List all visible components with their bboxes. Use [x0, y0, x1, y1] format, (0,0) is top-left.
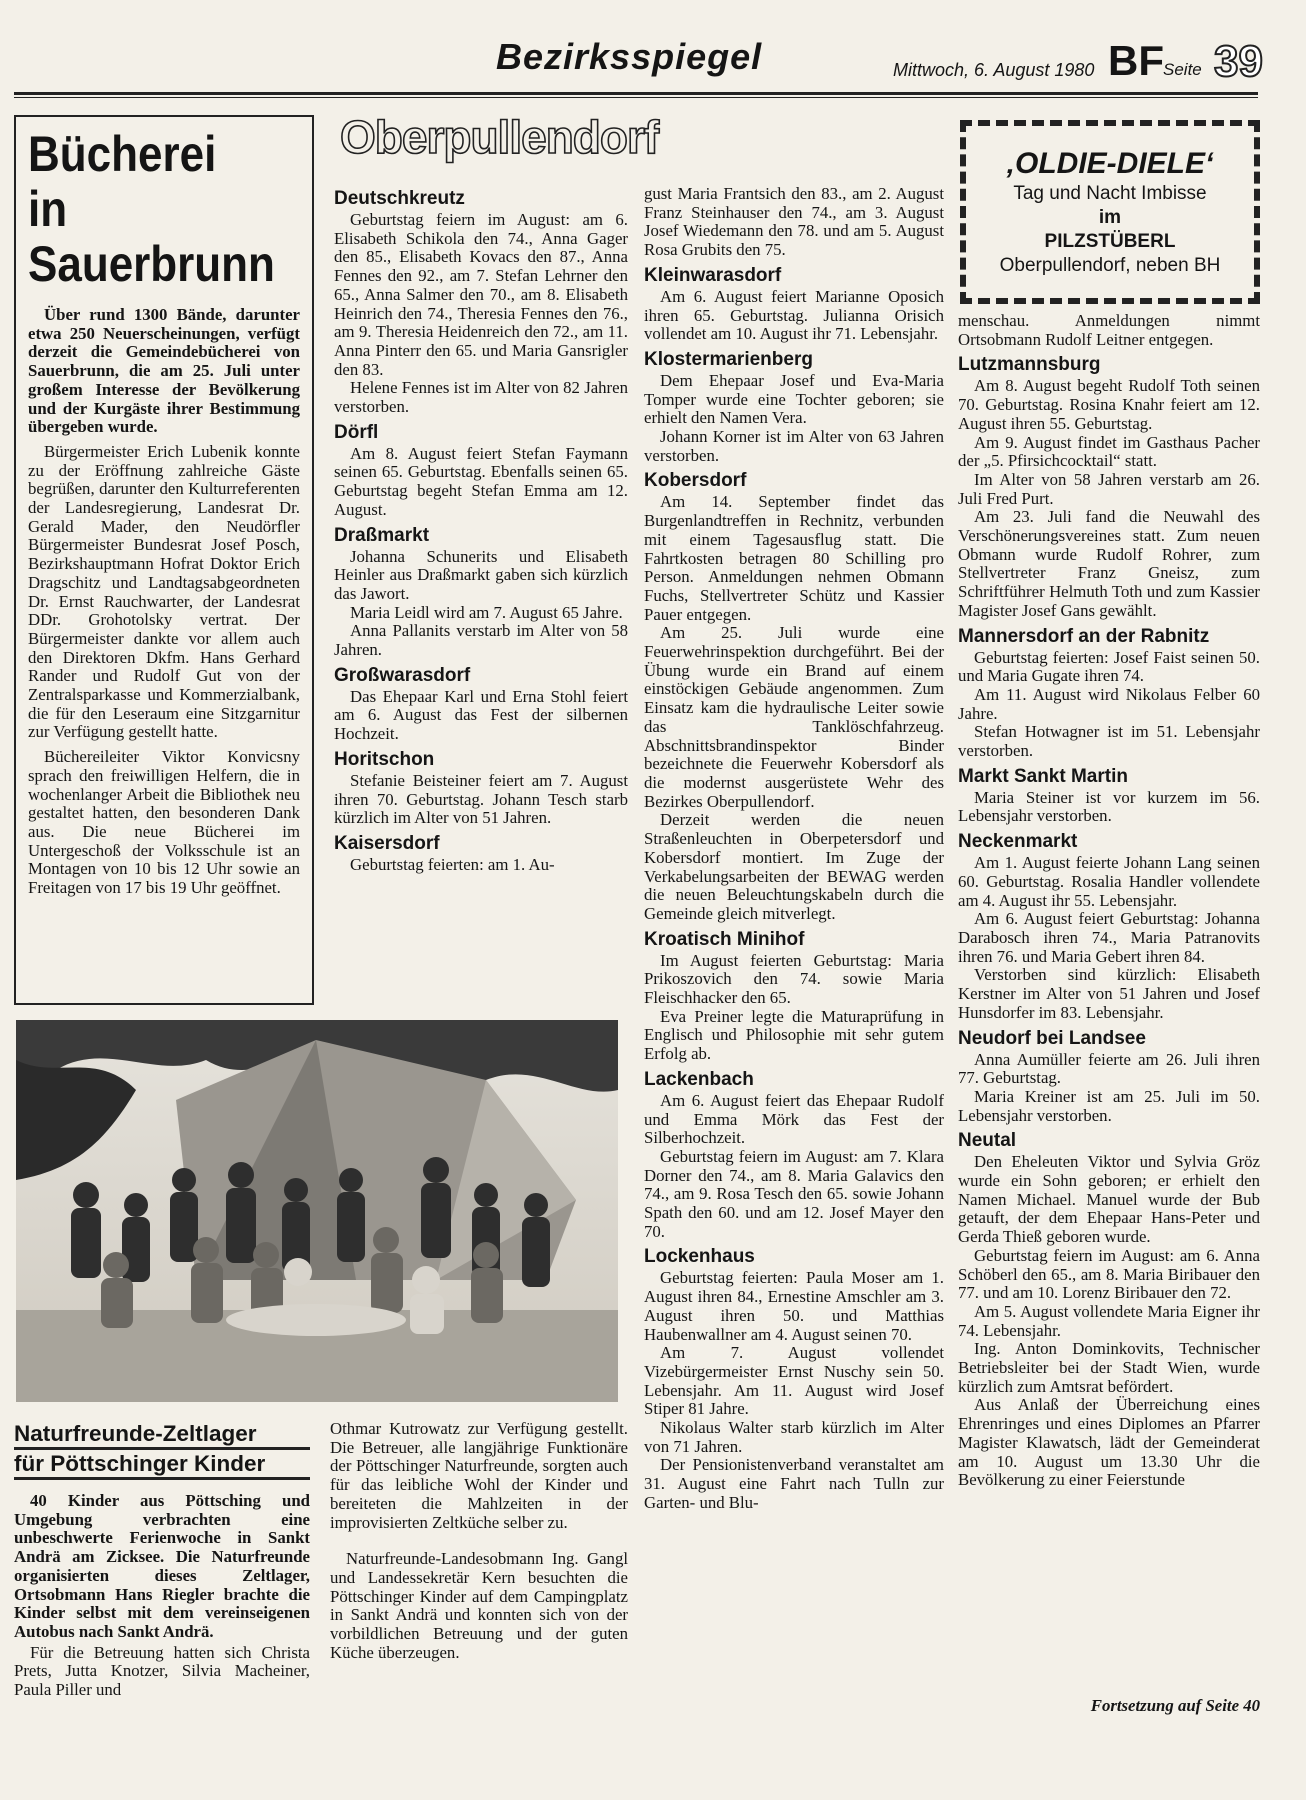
news-paragraph: Geburtstag feiern im August: am 6. Elisabeth Schikola den 74., Anna Gager den 85., Elisabeth Kovacs den 87., Anna Fennes den 92., am 7. Stefan Lehrner den 65., Anna Salmer den 70., am 8. Elisabeth Heinrich den 74., Theresia Fennes den 76., am 9. Theresia Heidenreich den 72., am 11. Anna Pinterr den 65. und Maria Gansrigler den 83. — [334, 210, 628, 379]
header-rule-thin — [14, 97, 1258, 98]
locality-heading: Neutal — [958, 1130, 1017, 1152]
news-paragraph: Maria Leidl wird am 7. August 65 Jahre. — [350, 602, 623, 622]
locality-heading: Kobersdorf — [644, 470, 747, 492]
news-paragraph: Geburtstag feierten: Paula Moser am 1. August ihren 84., Ernestine Amschler am 3. August ihren 50. und Matthias Haubenwallner am 4. August seinen 70. — [644, 1268, 944, 1344]
newspaper-logo: BF — [1108, 37, 1164, 84]
locality-heading: Neckenmarkt — [958, 831, 1078, 853]
news-paragraph: Im August feierten Geburtstag: Maria Prikoszovich den 74. sowie Maria Fleischhacker den 65. — [644, 950, 944, 1008]
buecherei-headline — [28, 126, 275, 292]
news-paragraph: Am 1. August feierte Johann Lang seinen 60. Geburtstag. Rosalia Handler vollendete am 4. August ihr 55. Lebensjahr. — [958, 853, 1260, 910]
news-paragraph: Am 14. September findet das Burgenlandtreffen in Rechnitz, verbunden mit einem Tagesausflug statt. Die Fahrtkosten betragen 80 Schilling pro Person. Anmeldungen nehmen Obmann Fuchs, Stellvertreter Schütz und Kassier Pauer entgegen. — [644, 492, 944, 624]
column-3 — [644, 185, 944, 1513]
locality-heading: Dörfl — [334, 421, 379, 443]
headline-line: für Pöttschinger Kinder — [14, 1450, 310, 1480]
section-title: Bezirksspiegel — [496, 36, 763, 77]
lead-paragraph: Über rund 1300 Bände, darunter etwa 250 Neuerscheinungen, verfügt derzeit die Gemeindebücherei von Sauerbrunn, die am 25. Juli unter großem Interesse der Bevölkerung und der Kurgäste ihrer Bestimmung übergeben wurde. — [28, 305, 300, 437]
paragraph: Bürgermeister Erich Lubenik konnte zu der Eröffnung zahlreiche Gäste begrüßen, darunter den Kulturreferenten der Landesregierung, Landesrat Dr. Gerald Mader, den Neudörfler Bürgermeister Bundesrat Josef Posch, Bezirkshauptmann Hofrat Doktor Erich Dragschitz und Landtagsabgeordneten Dr. Ernst Rauchwarter, der Landesrat DDr. Grohotolsky vertrat. Der Bürgermeister dankte vor allem auch den Direktoren Dkfm. Hans Gerhard Rander und Rudolf Gut von der Zentralsparkasse und Kommerzialbank, die für den Leseraum eine Sitzgarnitur zur Verfügung gestellt hatte. — [28, 441, 300, 742]
news-paragraph: Maria Kreiner ist am 25. Juli im 50. Lebensjahr verstorben. — [958, 1086, 1260, 1125]
news-paragraph: Verstorben sind kürzlich: Elisabeth Kerstner im Alter von 51 Jahren und Josef Hunsdorfer im 83. Lebensjahr. — [958, 965, 1260, 1022]
news-paragraph: Nikolaus Walter starb kürzlich im Alter von 71 Jahren. — [644, 1418, 944, 1456]
locality-heading: Deutschkreutz — [334, 188, 465, 209]
region-masthead: Oberpullendorf — [340, 111, 659, 163]
news-paragraph: Eva Preiner legte die Maturaprüfung in Englisch und Philosophie mit sehr gutem Erfolg ab. — [644, 1006, 944, 1064]
header-rule — [14, 92, 1258, 95]
news-paragraph: menschau. Anmeldungen nimmt Ortsobmann Rudolf Leitner entgegen. — [958, 311, 1260, 349]
news-paragraph: Am 23. Juli fand die Neuwahl des Verschönerungsvereines statt. Zum neuen Obmann wurde Rudolf Rohrer, zum Stellvertreter Franz Gneisz, zum Schriftführer Helmuth Toth und zum Kassier Magister Josef Gans gewählt. — [958, 507, 1260, 620]
paragraph: Othmar Kutrowatz zur Verfügung gestellt. Die Betreuer, alle langjährige Funktionäre der Pöttschinger Naturfreunde, sorgten auch für das leibliche Wohl der Kinder und bereiteten die Mahlzeiten in der improvisierten Zeltküche selber zu. — [330, 1419, 628, 1532]
news-paragraph: Am 6. August feiert das Ehepaar Rudolf und Emma Mörk das Fest der Silberhochzeit. — [644, 1090, 944, 1148]
news-paragraph: Am 7. August vollendet Vizebürgermeister Ernst Nuschy sein 50. Lebensjahr. Am 11. August wird Josef Stiper 81 Jahre. — [644, 1343, 944, 1419]
page-label: Seite — [1163, 60, 1202, 79]
news-paragraph: Geburtstag feierten: am 1. Au- — [350, 854, 555, 874]
locality-heading: Lutzmannsburg — [958, 354, 1101, 376]
locality-heading: Horitschon — [334, 748, 435, 770]
buecherei-body — [28, 306, 300, 898]
ad-line: PILZSTÜBERL — [1044, 231, 1176, 252]
news-paragraph: Stefanie Beisteiner feiert am 7. August ihren 70. Geburtstag. Johann Tesch starb kürzlich im Alter von 51 Jahren. — [334, 770, 628, 828]
news-paragraph: Am 5. August vollendete Maria Eigner ihr 74. Lebensjahr. — [958, 1301, 1260, 1340]
continuation-note: Fortsetzung auf Seite 40 — [1090, 1696, 1260, 1715]
news-paragraph: Ing. Anton Dominkovits, Technischer Betriebsleiter bei der Stadt Wien, wurde kürzlich zum Amtsrat befördert. — [958, 1339, 1260, 1396]
naturfreunde-col-1 — [14, 1492, 310, 1700]
news-paragraph: Am 11. August wird Nikolaus Felber 60 Jahre. — [958, 684, 1260, 723]
news-paragraph: Anna Pallanits verstarb im Alter von 58 Jahren. — [334, 621, 628, 660]
news-paragraph: Maria Steiner ist vor kurzem im 56. Lebensjahr verstorben. — [958, 787, 1260, 826]
locality-heading: Mannersdorf an der Rabnitz — [958, 625, 1210, 647]
headline-line: Naturfreunde-Zeltlager — [14, 1420, 310, 1450]
issue-date: Mittwoch, 6. August 1980 — [893, 60, 1095, 80]
news-paragraph: Am 25. Juli wurde eine Feuerwehrinspektion durchgeführt. Bei der Übung wurde ein Brand auf einem einstöckigen Gebäude angenommen. Zum Einsatz kam die hydraulische Leiter sowie das Tanklöschfahrzeug. Abschnittsbrandinspektor Binder bezeichnete die Feuerwehr Kobersdorf als die modernst ausgerüstete Wehr des Bezirkes Oberpullendorf. — [644, 623, 944, 811]
news-paragraph: Derzeit werden die neuen Straßenleuchten in Oberpetersdorf und Kobersdorf montiert. Im Zuge der Verkabelungsarbeiten der BEWAG werden die neuen Beleuchtungskabeln durch die Gemeinde gleich mitverlegt. — [644, 810, 944, 923]
news-paragraph: Im Alter von 58 Jahren verstarb am 26. Juli Fred Purt. — [958, 469, 1260, 508]
news-paragraph: gust Maria Frantsich den 83., am 2. August Franz Steinhauser den 74., am 3. August Josef Wiedemann den 78. und am 5. August Rosa Grubits den 75. — [644, 184, 944, 260]
ad-line: Oberpullendorf, neben BH — [999, 255, 1221, 276]
buecherei-article — [14, 115, 314, 1005]
page-number: 39 — [1214, 37, 1263, 86]
news-paragraph: Helene Fennes ist im Alter von 82 Jahren verstorben. — [334, 378, 628, 417]
locality-heading: Lockenhaus — [644, 1246, 755, 1268]
news-paragraph: Geburtstag feiern im August: am 7. Klara Dorner den 74., am 8. Maria Galavics den 74., am 9. Rosa Tesch den 65. sowie Johann Spath den 60. und am 12. Josef Mayer den 70. — [644, 1146, 944, 1241]
news-paragraph: Anna Aumüller feierte am 26. Juli ihren 77. Geburtstag. — [958, 1049, 1260, 1088]
headline-line: Bücherei in — [28, 126, 217, 237]
photo-image — [16, 1020, 618, 1402]
headline-line: Sauerbrunn — [28, 236, 275, 292]
news-paragraph: Am 9. August findet im Gasthaus Pacher der „5. Pfirsichcocktail“ statt. — [958, 432, 1260, 471]
news-paragraph: Dem Ehepaar Josef und Eva-Maria Tomper wurde eine Tochter geboren; sie erhielt den Namen Vera. — [644, 370, 944, 428]
news-paragraph: Stefan Hotwagner ist im 51. Lebensjahr verstorben. — [958, 722, 1260, 761]
locality-heading: Kaisersdorf — [334, 832, 440, 854]
ad-line: im — [1098, 207, 1122, 228]
naturfreunde-col-2 — [330, 1420, 628, 1662]
locality-heading: Draßmarkt — [334, 524, 430, 546]
news-paragraph: Am 8. August feiert Stefan Faymann seinen 65. Geburtstag. Ebenfalls seinen 65. Geburtstag begeht Stefan Emma am 12. August. — [334, 443, 628, 519]
news-paragraph: Das Ehepaar Karl und Erna Stohl feiert am 6. August das Fest der silbernen Hochzeit. — [334, 686, 628, 744]
advertisement — [960, 120, 1260, 304]
news-paragraph: Johanna Schunerits und Elisabeth Heinler aus Draßmarkt gaben sich kürzlich das Jawort. — [334, 546, 628, 603]
news-paragraph: Geburtstag feiern im August: am 6. Anna Schöberl den 65., am 8. Maria Biribauer den 77. und am 10. Lorenz Biribauer den 72. — [958, 1245, 1260, 1303]
locality-heading: Kleinwarasdorf — [644, 264, 782, 286]
news-paragraph: Der Pensionistenverband veranstaltet am 31. August eine Fahrt nach Tulln zur Garten- und Blu- — [644, 1455, 944, 1512]
news-paragraph: Geburtstag feierten: Josef Faist seinen 50. und Maria Gugate ihren 74. — [958, 647, 1260, 686]
locality-heading: Klostermarienberg — [644, 348, 813, 370]
ad-line: Tag und Nacht Imbisse — [1013, 183, 1207, 204]
paragraph: Büchereileiter Viktor Konvicsny sprach den freiwilligen Helfern, die in wochenlanger Arbeit die Bibliothek neu gestaltet hatten, den besonderen Dank aus. Die neue Bücherei im Untergeschoß der Volksschule ist an Montagen von 10 bis 12 Uhr sowie an Freitagen von 17 bis 19 Uhr geöffnet. — [28, 747, 300, 898]
ad-title: ‚OLDIE-DIELE‘ — [1006, 147, 1214, 180]
news-paragraph: Den Eheleuten Viktor und Sylvia Gröz wurde ein Sohn geboren; er erhielt den Namen Michael. Manuel wurde der Bub getauft, der dem Ehepaar Hans-Peter und Gerda Thieß geboren wurde. — [958, 1152, 1260, 1247]
paragraph: Naturfreunde-Landesobmann Ing. Gangl und Landessekretär Kern besuchten die Pöttschinger Kinder auf dem Campingplatz in Sankt Andrä und konnten sich von der vorbildlichen Betreuung und der guten Küche überzeugen. — [330, 1549, 628, 1662]
locality-heading: Lackenbach — [644, 1068, 754, 1090]
naturfreunde-headline — [14, 1420, 310, 1480]
news-paragraph: Am 6. August feiert Geburtstag: Johanna Darabosch ihren 74., Maria Patranovits ihren 76. und Maria Gebert ihren 84. — [958, 909, 1260, 966]
column-2 — [334, 183, 628, 875]
locality-heading: Großwarasdorf — [334, 664, 471, 686]
lead-paragraph: 40 Kinder aus Pöttsching und Umgebung verbrachten eine unbeschwerte Ferienwoche in Sankt Andrä am Zicksee. Die Naturfreunde organisierten dieses Zeltlager, Ortsobmann Hans Riegler brachte die Kinder selbst mit dem vereinseigenen Autobus nach Sankt Andrä. — [14, 1491, 310, 1641]
column-4 — [958, 312, 1260, 1490]
news-paragraph: Am 6. August feiert Marianne Oposich ihren 65. Geburtstag. Julianna Orisich vollendet am 10. August ihr 71. Lebensjahr. — [644, 286, 944, 344]
camp-photo — [16, 1020, 618, 1402]
paragraph: Für die Betreuung hatten sich Christa Prets, Jutta Knotzer, Silvia Macheiner, Paula Piller und — [14, 1642, 310, 1700]
news-paragraph: Aus Anlaß der Überreichung eines Ehrenringes und eines Diplomes an Pfarrer Magister Klawatsch, lädt der Gemeinderat am 10. August um 13.30 Uhr die Bevölkerung zu einer Feierstunde — [958, 1395, 1260, 1490]
locality-heading: Markt Sankt Martin — [958, 765, 1128, 787]
locality-heading: Kroatisch Minihof — [644, 928, 805, 950]
news-paragraph: Am 8. August begeht Rudolf Toth seinen 70. Geburtstag. Rosina Knahr feiert am 12. August ihren 55. Geburtstag. — [958, 376, 1260, 433]
news-paragraph: Johann Korner ist im Alter von 63 Jahren verstorben. — [644, 427, 944, 465]
locality-heading: Neudorf bei Landsee — [958, 1027, 1146, 1049]
